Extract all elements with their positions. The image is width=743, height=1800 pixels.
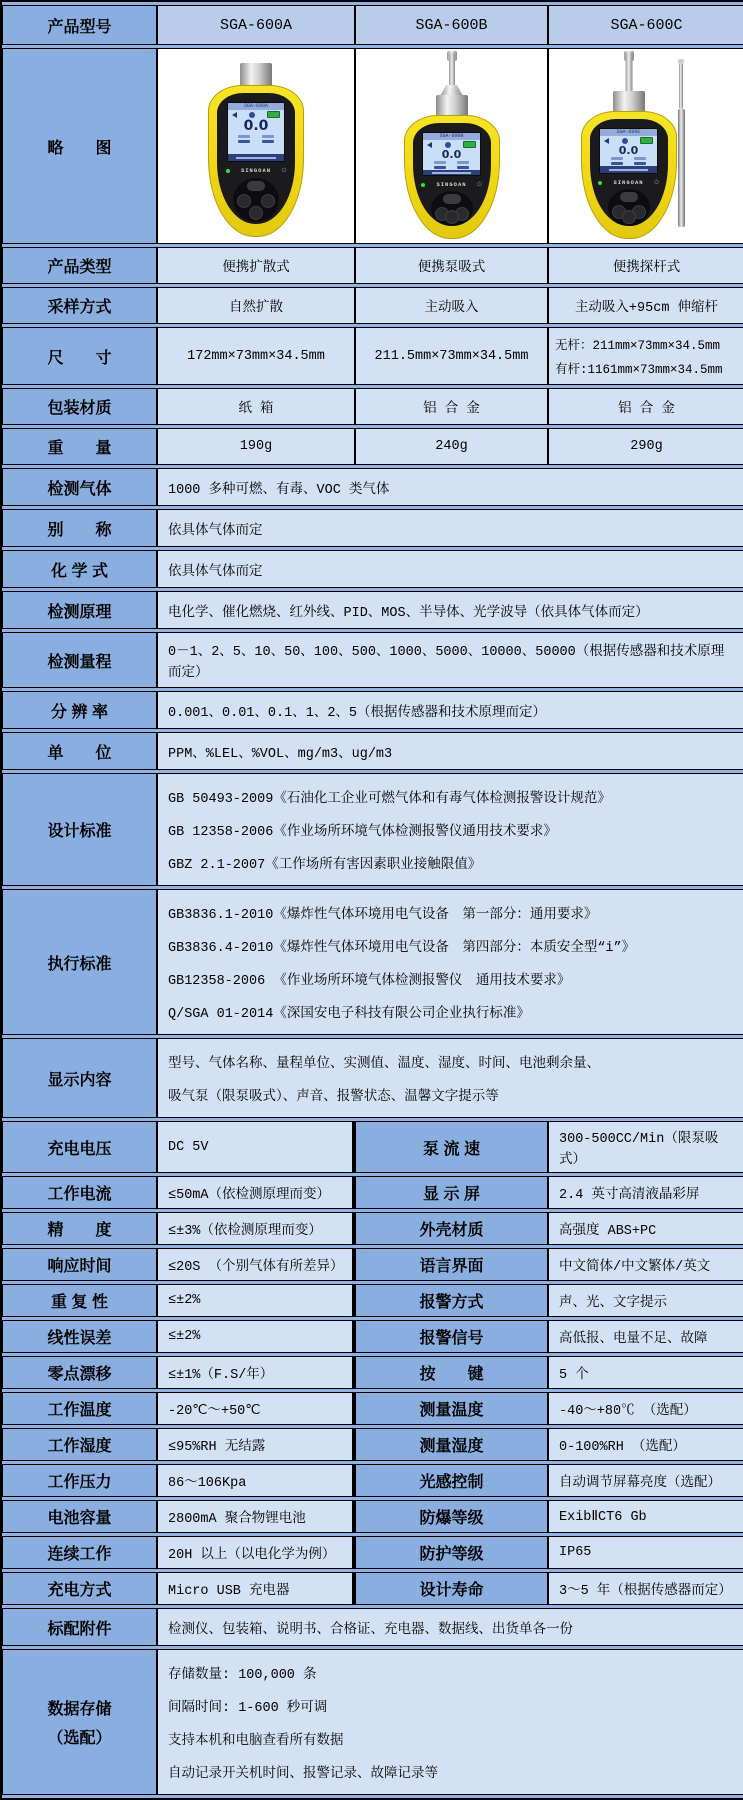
text-line: GBZ 2.1-2007《工作场所有害因素职业接触限值》 bbox=[168, 858, 482, 873]
spec-label: 分 辨 率 bbox=[2, 691, 157, 729]
spec-value-model: 便携扩散式 bbox=[157, 247, 355, 284]
device-front-panel bbox=[413, 123, 491, 226]
spec-value: 20H 以上（以电化学为例） bbox=[157, 1536, 355, 1569]
spec-value: ≤±3%（依检测原理而变） bbox=[157, 1212, 355, 1245]
left-button bbox=[237, 194, 251, 208]
lcd-screen bbox=[227, 102, 285, 162]
spec-label: 按 键 bbox=[355, 1356, 548, 1389]
spec-label: 防护等级 bbox=[355, 1536, 548, 1569]
model-name-cell: SGA-600B bbox=[355, 5, 548, 45]
device-body bbox=[404, 115, 500, 239]
spec-value: Micro USB 充电器 bbox=[157, 1572, 355, 1605]
spec-label: 设计标准 bbox=[2, 773, 157, 886]
telescopic-rod bbox=[678, 109, 685, 227]
spec-value-model: 290g bbox=[548, 428, 743, 465]
spec-label: 别 称 bbox=[2, 509, 157, 547]
device-photo-area bbox=[160, 53, 352, 239]
power-led bbox=[598, 181, 602, 185]
lcd-screen bbox=[599, 128, 657, 174]
power-icon: ⏻ bbox=[281, 166, 287, 174]
spec-value: 2.4 英寸高清液晶彩屏 bbox=[548, 1176, 743, 1209]
spec-value: ≤±2% bbox=[157, 1320, 355, 1353]
spec-label: 显 示 屏 bbox=[355, 1176, 548, 1209]
spec-label: 外壳材质 bbox=[355, 1212, 548, 1245]
spec-value-model: 172mm×73mm×34.5mm bbox=[157, 327, 355, 385]
screen-time-bar bbox=[228, 154, 284, 161]
text-line: Q/SGA 01-2014《深国安电子科技有限公司企业执行标准》 bbox=[168, 1007, 530, 1022]
spec-value-model: 铝 合 金 bbox=[548, 388, 743, 425]
spec-label-data-storage bbox=[2, 1649, 157, 1795]
power-icon: ⏻ bbox=[477, 180, 482, 188]
gas-detector-image bbox=[569, 53, 689, 239]
device-body bbox=[208, 85, 304, 237]
spec-label: 采样方式 bbox=[2, 287, 157, 324]
spec-value-model: 211.5mm×73mm×34.5mm bbox=[355, 327, 548, 385]
spec-label: 电池容量 bbox=[2, 1500, 157, 1533]
brand-row bbox=[598, 179, 659, 186]
screen-reading: 0.0 bbox=[243, 118, 269, 134]
spec-value: 高强度 ABS+PC bbox=[548, 1212, 743, 1245]
text-line: 存储数量: 100,000 条 bbox=[168, 1668, 317, 1683]
spec-value: ≤50mA（依检测原理而变） bbox=[157, 1176, 355, 1209]
spec-label: 测量湿度 bbox=[355, 1428, 548, 1461]
spec-value-model: 主动吸入 bbox=[355, 287, 548, 324]
screen-time-bar bbox=[423, 170, 479, 175]
enter-button bbox=[249, 206, 263, 220]
menu-button bbox=[620, 192, 638, 202]
spec-value: 0－1、2、5、10、50、100、500、1000、5000、10000、50000（根据传感器和技术原理而定） bbox=[157, 632, 743, 688]
text-line: 数据存储 bbox=[47, 1701, 112, 1718]
spec-label: 报警信号 bbox=[355, 1320, 548, 1353]
spec-label: 尺 寸 bbox=[2, 327, 157, 385]
spec-label: 产品类型 bbox=[2, 247, 157, 284]
device-front-panel bbox=[590, 119, 668, 226]
spec-table-body bbox=[2, 5, 743, 1795]
spec-label: 测量温度 bbox=[355, 1392, 548, 1425]
battery-icon bbox=[463, 141, 476, 148]
spec-label: 零点漂移 bbox=[2, 1356, 157, 1389]
spec-value: -40～+80℃ （选配） bbox=[548, 1392, 743, 1425]
spec-label: 线性误差 bbox=[2, 1320, 157, 1353]
screen-model-text: SGA-600C bbox=[600, 129, 656, 136]
text-line: 无杆：211mm×73mm×34.5mm bbox=[555, 339, 721, 353]
brand-row bbox=[421, 181, 482, 188]
text-line: 间隔时间: 1-600 秒可调 bbox=[168, 1701, 328, 1716]
right-button bbox=[261, 194, 275, 208]
spec-value: 声、光、文字提示 bbox=[548, 1284, 743, 1317]
spec-value: 检测仪、包装箱、说明书、合格证、充电器、数据线、出货单各一份 bbox=[157, 1608, 743, 1646]
spec-value bbox=[157, 1038, 743, 1118]
brand-text: SINGOAN bbox=[240, 167, 272, 174]
screen-reading: 0.0 bbox=[618, 144, 639, 157]
spec-value bbox=[157, 773, 743, 886]
spec-value: 电化学、催化燃烧、红外线、PID、MOS、半导体、光学波导（依具体气体而定） bbox=[157, 591, 743, 629]
button-cluster bbox=[431, 191, 473, 226]
text-line: 有杆:1161mm×73mm×34.5mm bbox=[555, 363, 723, 377]
spec-label: 工作电流 bbox=[2, 1176, 157, 1209]
spec-value: ≤±2% bbox=[157, 1284, 355, 1317]
spec-label: 语言界面 bbox=[355, 1248, 548, 1281]
spec-value bbox=[157, 1649, 743, 1795]
spec-value: ≤±1%（F.S/年） bbox=[157, 1356, 355, 1389]
brand-text: SINGOAN bbox=[613, 179, 644, 187]
spec-value: DC 5V bbox=[157, 1121, 355, 1173]
spec-label: 报警方式 bbox=[355, 1284, 548, 1317]
spec-label: 检测量程 bbox=[2, 632, 157, 688]
spec-value: -20℃～+50℃ bbox=[157, 1392, 355, 1425]
spec-value bbox=[157, 889, 743, 1035]
spec-value: ≤95%RH 无结露 bbox=[157, 1428, 355, 1461]
spec-label: 化 学 式 bbox=[2, 550, 157, 588]
device-photo-area bbox=[358, 53, 545, 239]
model-name-cell: SGA-600A bbox=[157, 5, 355, 45]
spec-label: 重 量 bbox=[2, 428, 157, 465]
text-line: GB 12358-2006《作业场所环境气体检测报警仪通用技术要求》 bbox=[168, 825, 557, 840]
spec-value: 2800mA 聚合物锂电池 bbox=[157, 1500, 355, 1533]
spec-value: 依具体气体而定 bbox=[157, 509, 743, 547]
spec-value: 300-500CC/Min（限泵吸式） bbox=[548, 1121, 743, 1173]
spec-value: 依具体气体而定 bbox=[157, 550, 743, 588]
screen-model-text: SGA-600B bbox=[423, 133, 479, 140]
text-line: 型号、气体名称、量程单位、实测值、温度、湿度、时间、电池剩余量、 bbox=[168, 1057, 600, 1072]
sketch-cell bbox=[157, 48, 355, 244]
fan-icon bbox=[249, 112, 255, 118]
spec-label: 执行标准 bbox=[2, 889, 157, 1035]
brand-text: SINGOAN bbox=[436, 181, 467, 189]
screen-alarm-row bbox=[600, 161, 656, 166]
fan-icon bbox=[622, 138, 628, 144]
sketch-cell bbox=[548, 48, 743, 244]
gas-detector-image bbox=[196, 53, 316, 239]
spec-value: ≤20S （个别气体有所差异） bbox=[157, 1248, 355, 1281]
text-line: （选配） bbox=[47, 1730, 112, 1747]
speaker-icon bbox=[604, 138, 609, 144]
enter-button bbox=[622, 210, 636, 224]
spec-label: 防爆等级 bbox=[355, 1500, 548, 1533]
spec-value: 0.001、0.01、0.1、1、2、5（根据传感器和技术原理而定） bbox=[157, 691, 743, 729]
battery-icon bbox=[640, 137, 653, 144]
spec-value: IP65 bbox=[548, 1536, 743, 1569]
spec-value-model: 240g bbox=[355, 428, 548, 465]
spec-label: 显示内容 bbox=[2, 1038, 157, 1118]
spec-value: 中文简体/中文繁体/英文 bbox=[548, 1248, 743, 1281]
device-body bbox=[581, 111, 677, 239]
device-front-panel bbox=[217, 93, 295, 224]
speaker-icon bbox=[427, 142, 432, 148]
probe-tube bbox=[449, 53, 455, 87]
spec-label: 单 位 bbox=[2, 732, 157, 770]
spec-value-model: 190g bbox=[157, 428, 355, 465]
spec-label: 连续工作 bbox=[2, 1536, 157, 1569]
spec-label-product-model: 产品型号 bbox=[2, 5, 157, 45]
screen-model-text: SGA-600A bbox=[228, 103, 284, 110]
spec-label: 工作湿度 bbox=[2, 1428, 157, 1461]
brand-row bbox=[226, 167, 287, 174]
spec-label: 重 复 性 bbox=[2, 1284, 157, 1317]
text-line: 吸气泵（限泵吸式）、声音、报警状态、温馨文字提示等 bbox=[168, 1090, 499, 1105]
text-line: GB3836.4-2010《爆炸性气体环境用电气设备 第四部分：本质安全型“i”》 bbox=[168, 941, 636, 956]
spec-label: 检测气体 bbox=[2, 468, 157, 506]
spec-label: 包装材质 bbox=[2, 388, 157, 425]
text-line: GB12358-2006 《作业场所环境气体检测报警仪 通用技术要求》 bbox=[168, 974, 571, 989]
button-cluster bbox=[233, 178, 279, 222]
text-line: 支持本机和电脑查看所有数据 bbox=[168, 1734, 344, 1749]
spec-value-model: 纸 箱 bbox=[157, 388, 355, 425]
text-line: GB3836.1-2010《爆炸性气体环境用电气设备 第一部分：通用要求》 bbox=[168, 908, 598, 923]
spec-label: 泵 流 速 bbox=[355, 1121, 548, 1173]
menu-button bbox=[443, 194, 461, 204]
spec-value: 3～5 年（根据传感器而定） bbox=[548, 1572, 743, 1605]
spec-value: 0-100%RH （选配） bbox=[548, 1428, 743, 1461]
spec-value: PPM、%LEL、%VOL、mg/m3、ug/m3 bbox=[157, 732, 743, 770]
spec-label: 光感控制 bbox=[355, 1464, 548, 1497]
spec-value-model: 便携探杆式 bbox=[548, 247, 743, 284]
spec-value: 5 个 bbox=[548, 1356, 743, 1389]
spec-label: 检测原理 bbox=[2, 591, 157, 629]
spec-value-model bbox=[548, 327, 743, 385]
spec-value-model: 自然扩散 bbox=[157, 287, 355, 324]
power-led bbox=[226, 169, 230, 173]
spec-value: 1000 多种可燃、有毒、VOC 类气体 bbox=[157, 468, 743, 506]
power-led bbox=[421, 183, 425, 187]
lcd-screen bbox=[422, 132, 480, 176]
spec-value: 自动调节屏幕亮度（选配） bbox=[548, 1464, 743, 1497]
spec-label: 设计寿命 bbox=[355, 1572, 548, 1605]
spec-label: 精 度 bbox=[2, 1212, 157, 1245]
text-line: 自动记录开关机时间、报警记录、故障记录等 bbox=[168, 1767, 438, 1782]
model-name-cell: SGA-600C bbox=[548, 5, 743, 45]
spec-label: 充电电压 bbox=[2, 1121, 157, 1173]
sketch-cell bbox=[355, 48, 548, 244]
enter-button bbox=[445, 210, 459, 224]
spec-label: 充电方式 bbox=[2, 1572, 157, 1605]
spec-value: 高低报、电量不足、故障 bbox=[548, 1320, 743, 1353]
spec-label-sketch: 略 图 bbox=[2, 48, 157, 244]
battery-icon bbox=[267, 111, 280, 118]
device-photo-area bbox=[551, 53, 742, 239]
screen-time-bar bbox=[600, 166, 656, 173]
spec-label: 标配附件 bbox=[2, 1608, 157, 1646]
button-cluster bbox=[608, 189, 650, 226]
screen-alarm-row bbox=[228, 139, 284, 144]
fan-icon bbox=[445, 142, 451, 148]
spec-label: 响应时间 bbox=[2, 1248, 157, 1281]
spec-value-model: 主动吸入+95cm 伸缩杆 bbox=[548, 287, 743, 324]
gas-detector-image bbox=[392, 53, 512, 239]
spec-label: 工作压力 bbox=[2, 1464, 157, 1497]
text-line: GB 50493-2009《石油化工企业可燃气体和有毒气体检测报警设计规范》 bbox=[168, 792, 611, 807]
screen-reading: 0.0 bbox=[441, 148, 462, 161]
sampling-probe bbox=[439, 53, 465, 97]
speaker-icon bbox=[232, 112, 237, 118]
spec-value: 86～106Kpa bbox=[157, 1464, 355, 1497]
menu-button bbox=[247, 181, 265, 191]
probe-tube bbox=[625, 53, 632, 93]
power-icon: ⏻ bbox=[654, 178, 659, 186]
spec-value: ExibⅡCT6 Gb bbox=[548, 1500, 743, 1533]
spec-value-model: 铝 合 金 bbox=[355, 388, 548, 425]
spec-label: 工作温度 bbox=[2, 1392, 157, 1425]
spec-value-model: 便携泵吸式 bbox=[355, 247, 548, 284]
